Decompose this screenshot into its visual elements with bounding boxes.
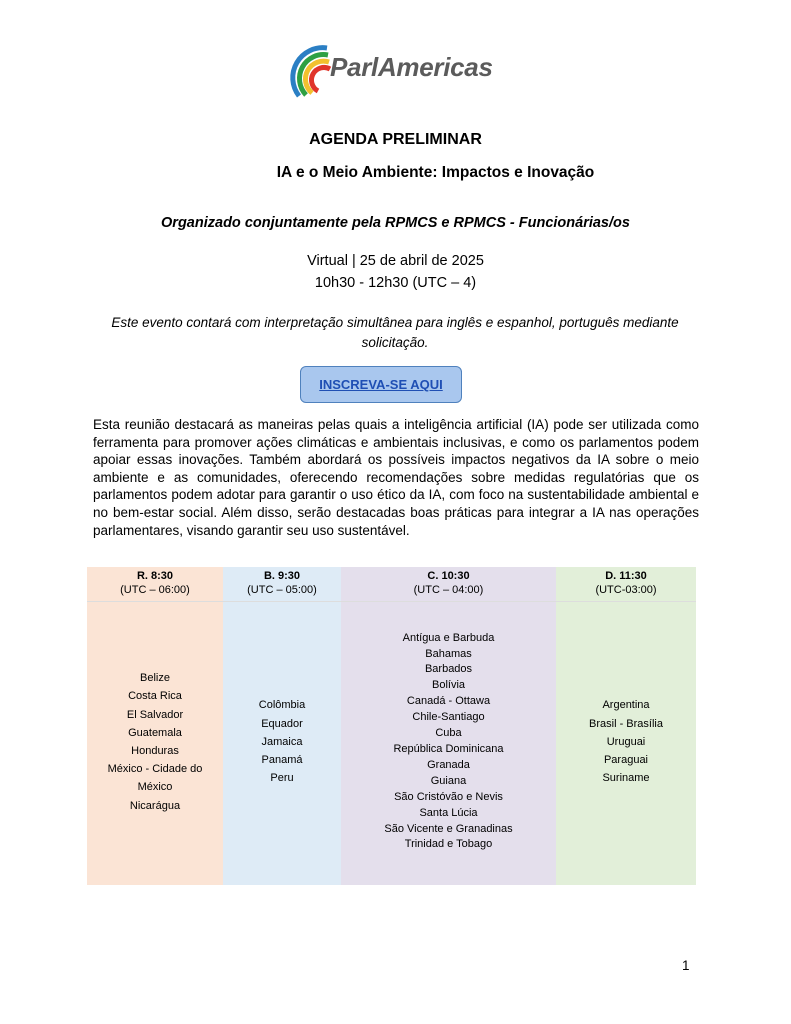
country-item: Guatemala <box>128 726 182 739</box>
country-item: Peru <box>270 772 294 785</box>
schedule-table <box>87 567 696 885</box>
logo-wordmark: ParlAmericas <box>330 52 493 82</box>
schedule-column-d <box>556 567 696 885</box>
country-item: Guiana <box>430 774 467 787</box>
country-item: Jamaica <box>261 735 303 748</box>
country-item: Canadá - Ottawa <box>406 695 491 708</box>
event-description: Esta reunião destacará as maneiras pelas quais a inteligência artificial (IA) pode ser utilizada como ferramenta para promover ações climáticas e ambientais inclusivas, e como os parlamentos podem apoiar essas inovações. Também abordará os possíveis impactos negativos da IA sobre o meio ambiente e as comunidades, oferecendo recomendações sobre medidas regulatórias que os parlamentos podem adotar para garantir o uso ético da IA, com foco na sustentabilidade ambiental e no bem-estar social. Além disso, serão destacadas boas práticas para integrar a IA nas operações parlamentares, visando garantir seu uso sustentável. <box>93 417 699 538</box>
utc-offset: (UTC – 06:00) <box>120 584 190 596</box>
country-item: São Vicente e Granadinas <box>384 822 513 835</box>
time-slot-label: B. 9:30 <box>263 570 301 582</box>
country-list <box>108 669 203 815</box>
country-item: Costa Rica <box>128 690 182 703</box>
column-header <box>223 567 341 602</box>
time-slot-label: C. 10:30 <box>427 570 470 582</box>
country-item: Argentina <box>602 699 650 712</box>
page-title: AGENDA PRELIMINAR <box>309 131 482 148</box>
country-item: Paraguai <box>603 754 649 767</box>
country-item: Cuba <box>435 727 462 740</box>
time-slot-label: R. 8:30 <box>136 570 174 582</box>
country-item: Barbados <box>424 663 473 676</box>
schedule-column-r <box>87 567 223 885</box>
event-date: Virtual | 25 de abril de 2025 <box>307 253 484 269</box>
register-button[interactable] <box>300 366 462 403</box>
interpretation-note: Este evento contará com interpretação simultânea para inglês e espanhol, português mediante solicitação. <box>111 315 679 350</box>
country-item: Bolívia <box>431 679 466 692</box>
country-item: Granada <box>427 758 470 771</box>
register-link[interactable]: INSCREVA-SE AQUI <box>319 377 443 392</box>
country-item: Uruguai <box>606 735 646 748</box>
country-item: Honduras <box>131 745 179 757</box>
schedule-column-b <box>223 567 341 885</box>
country-item: São Cristóvão e Nevis <box>394 790 503 803</box>
schedule-column-c <box>341 567 556 885</box>
country-item: Colômbia <box>258 699 306 712</box>
country-item: Chile-Santiago <box>412 711 485 724</box>
country-item: Belize <box>140 672 170 685</box>
country-item: México - Cidade do <box>107 763 203 776</box>
country-item: Equador <box>261 717 303 730</box>
country-item: Santa Lúcia <box>419 806 478 819</box>
page-number: 1 <box>682 958 690 973</box>
page-subtitle: IA e o Meio Ambiente: Impactos e Inovação <box>276 164 595 181</box>
utc-offset: (UTC-03:00) <box>595 584 657 596</box>
country-item: Bahamas <box>425 647 472 660</box>
country-list <box>259 696 305 787</box>
utc-offset: (UTC – 04:00) <box>413 584 484 596</box>
country-item: Trinidad e Tobago <box>404 838 493 851</box>
country-item: Panamá <box>261 754 303 767</box>
country-item: Suriname <box>602 772 650 785</box>
utc-offset: (UTC – 05:00) <box>247 584 317 596</box>
country-item: México <box>137 781 173 794</box>
country-item: Nicarágua <box>129 799 181 812</box>
country-list <box>589 696 663 787</box>
column-header <box>556 567 696 602</box>
time-slot-label: D. 11:30 <box>605 570 647 582</box>
country-item: República Dominicana <box>393 743 504 755</box>
event-time: 10h30 - 12h30 (UTC – 4) <box>314 275 477 291</box>
country-item: El Salvador <box>126 708 184 721</box>
column-header <box>87 567 223 602</box>
column-header <box>341 567 556 602</box>
country-item: Brasil - Brasília <box>589 717 663 730</box>
organizer-line: Organizado conjuntamente pela RPMCS e RPMCS - Funcionárias/os <box>161 215 630 231</box>
country-list <box>384 631 512 854</box>
country-item: Antígua e Barbuda <box>402 631 495 644</box>
